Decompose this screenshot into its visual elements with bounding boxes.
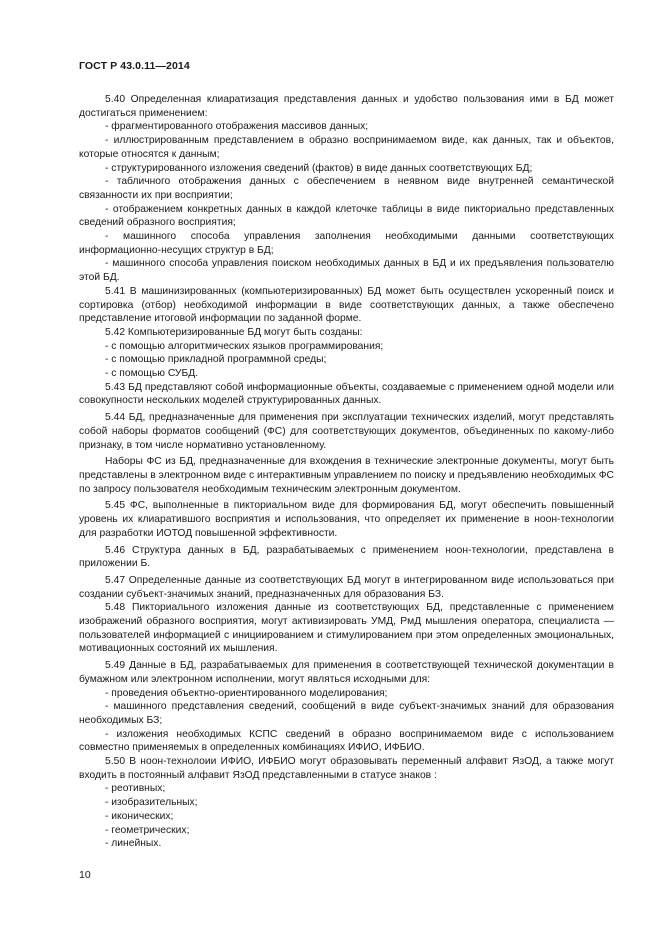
list-item: - отображением конкретных данных в каждой клеточке таблицы в виде пикториально представленных сведений образного восприятия; <box>79 203 614 229</box>
list-item: - изложения необходимых КСПС сведений в образно воспринимаемом виде с использованием совместно применяемых в определенных комбинациях ИФИО, ИФБИО. <box>79 728 614 754</box>
list-item: - проведения объектно-ориентированного моделирования; <box>105 687 388 699</box>
list-item: - с помощью прикладной программной среды; <box>105 354 327 366</box>
paragraph: 5.48 Пикториального изложения данные из соответствующих БД, представленные с применением изображений образного восприятия, могут активизировать УМД, РмД мышления оператора, специалиста — пользователей информацией с инициированием и стимулированием при этом определенных эмоциональных, мотивационных состояний их мышления. <box>79 602 614 655</box>
list-item: - иконических; <box>105 810 174 822</box>
paragraph: 5.46 Структура данных в БД, разрабатываемых с применением ноон-технологии, представлена в приложении Б. <box>79 544 614 570</box>
paragraph: 5.49 Данные в БД, разрабатываемых для применения в соответствующей технической документации в бумажном или электронном исполнении, могут являться исходными для: <box>79 660 614 685</box>
paragraph: 5.45 ФС, выполненные в пикториальном виде для формирования БД, могут обеспечить повышенный уровень их клиаратившого восприятия и использования, что определяет их применение в ноон-технологии для разработки ИОТОД повышенной эффективности. <box>79 500 614 539</box>
paragraph: 5.47 Определенные данные из соответствующих БД могут в интегрированном виде использоваться при создании субъект-значимых знаний, предназначенных для образования БЗ. <box>79 574 614 600</box>
paragraph: 5.50 В ноон-технолоии ИФИО, ИФБИО могут образовывать переменный алфавит ЯзОД, а также могут входить в постоянный алфавит ЯзОД представленными в статусе знаков : <box>79 756 614 781</box>
page-number: 10 <box>79 869 91 881</box>
list-item: - линейных. <box>105 838 162 850</box>
paragraph: 5.41 В машинизированных (компьютеризированных) БД может быть осуществлен ускоренный поиск и сортировка (отбор) необходимой информации в виде соответствующих данных, а также обеспечено представление итоговой информации по заданной форме. <box>79 285 614 325</box>
paragraph: Наборы ФС из БД, предназначенные для вхождения в технические электронные документы, могут быть представлены в электронном виде с интерактивным управлением по поиску и предъявлению необходимых ФС по запросу пользователя необходимым техническим электронным документом. <box>79 456 614 495</box>
list-item: - изобразительных; <box>105 797 198 809</box>
list-item: - машинного представления сведений, сообщений в виде субъект-значимых знаний для образования необходимых БЗ; <box>79 701 614 726</box>
list-item: - с помощью алгоритмических языков программирования; <box>105 340 384 352</box>
paragraph: 5.42 Компьютеризированные БД могут быть созданы: <box>105 326 363 338</box>
list-item: - фрагментированного отображения массивов данных; <box>105 121 369 133</box>
standard-header: ГОСТ Р 43.0.11—2014 <box>79 60 190 72</box>
list-item: - иллюстрированным представлением в образно воспринимаемом виде, как данных, так и объектов, которые относятся к данным; <box>79 135 614 160</box>
list-item: - геометрических; <box>105 824 190 836</box>
list-item: - табличного отображения данных с обеспечением в неявном виде внутренней семантической связанности их при восприятии; <box>79 176 614 201</box>
paragraph: 5.44 БД, предназначенные для применения при эксплуатации технических изделий, могут представлять собой наборы форматов сообщений (ФС) для соответствующих документов, объединенных по какому-либо признаку, в том числе нормативно установленному. <box>79 412 614 451</box>
paragraph: 5.40 Определенная клиаратизация представления данных и удобство пользования ими в БД может достигаться применением: <box>79 94 614 119</box>
list-item: - с помощью СУБД. <box>105 368 199 380</box>
body-text <box>79 93 614 851</box>
list-item: - реотивных; <box>105 783 166 795</box>
list-item: - машинного способа управления заполнения необходимыми данными соответствующих информационно-несущих структур в БД; <box>79 231 614 256</box>
list-item: - машинного способа управления поиском необходимых данных в БД и их предъявления пользователю этой БД. <box>79 258 614 284</box>
paragraph: 5.43 БД представляют собой информационные объекты, создаваемые с применением одной модели или совокупности нескольких моделей структурированных данных. <box>79 381 614 407</box>
list-item: - структурированного изложения сведений (фактов) в виде данных соответствующих БД; <box>105 162 533 174</box>
